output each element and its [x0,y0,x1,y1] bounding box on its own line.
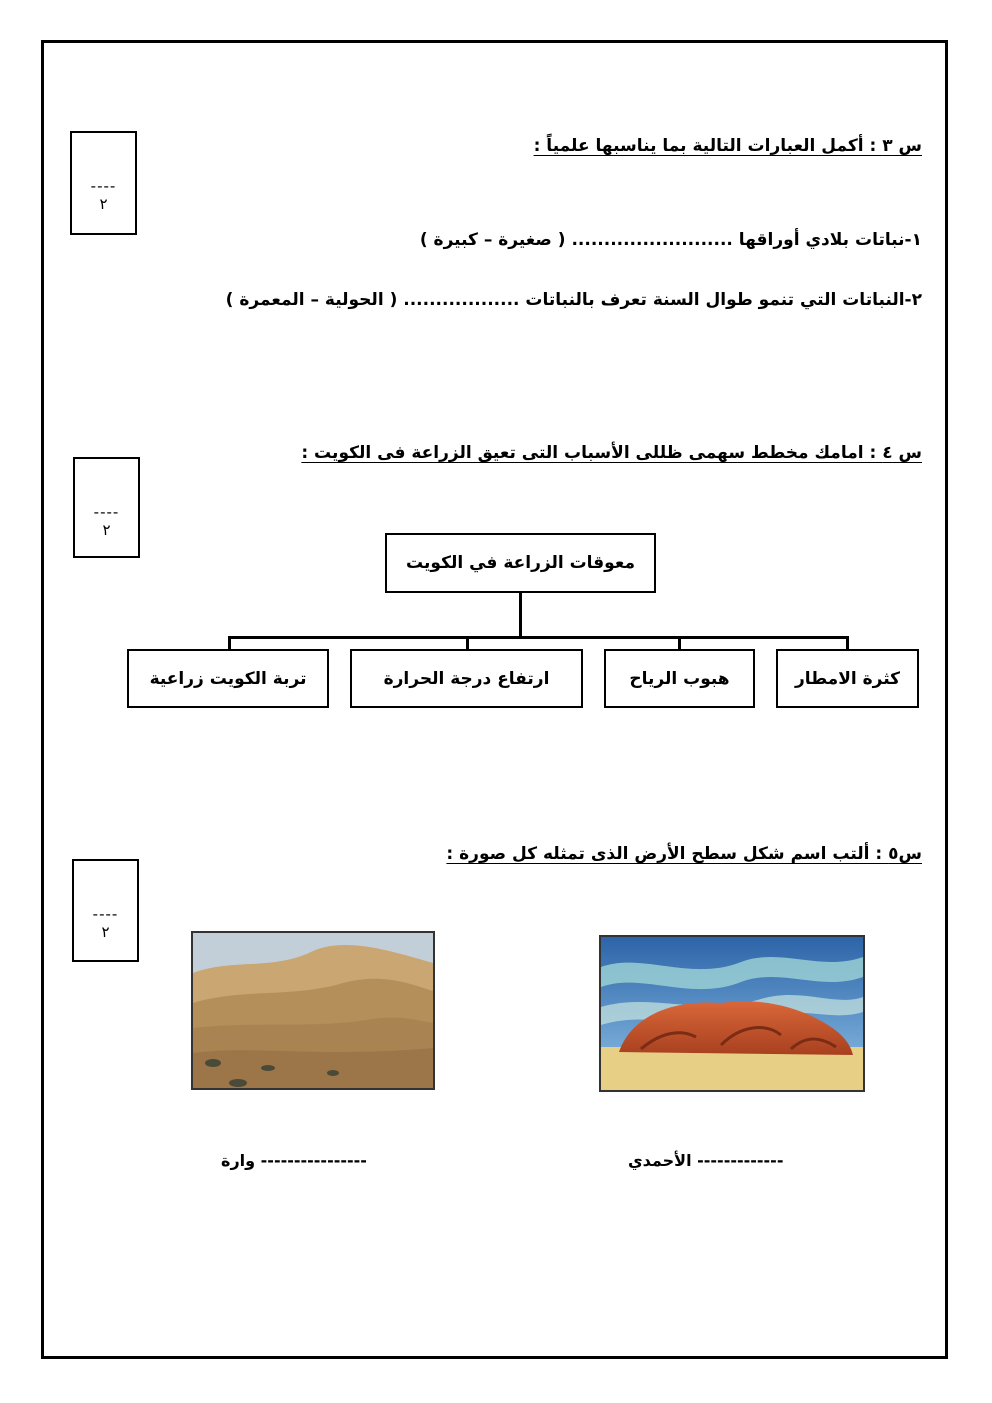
diagram-drop [678,636,681,650]
diagram-drop [846,636,849,650]
q5-score-value: ٢ [101,923,110,941]
hills-illustration [193,933,433,1088]
answer-hills[interactable]: ---------------- وارة [221,1151,367,1170]
diagram-child-label: تربة الكويت زراعية [149,668,307,689]
diagram-child-label: هبوب الرياح [629,668,730,689]
q4-title: س ٤ : امامك مخطط سهمى ظللى الأسباب التى تعيق الزراعة فى الكويت : [301,443,922,463]
q4-score-blank: ---- [93,503,120,521]
q3-score-box [70,131,137,235]
q5-score-blank: ---- [92,905,119,923]
diagram-root-label: معوقات الزراعة في الكويت [406,553,635,573]
diagram-child-box[interactable] [776,649,919,708]
hills-landform-image [191,931,435,1090]
q5-title: س٥ : ألتب اسم شكل سطح الأرض الذى تمثله كل صورة : [446,844,922,864]
q4-score-value: ٢ [102,521,111,539]
rock-landform-image [599,935,865,1092]
diagram-child-label: كثرة الامطار [794,668,901,689]
diagram-root-box [385,533,656,593]
q5-score-box [72,859,139,962]
diagram-bar [228,636,849,639]
q3-score-blank: ---- [90,177,117,195]
diagram-child-box[interactable] [604,649,755,708]
q3-score-value: ٢ [99,195,108,213]
diagram-child-label: ارتفاع درجة الحرارة [383,668,550,689]
q4-score-box [73,457,140,558]
q3-item-2: ٢-النباتات التي تنمو طوال السنة تعرف بالنباتات .................. ( الحولية – المعمرة ) [225,290,922,310]
diagram-drop [228,636,231,650]
answer-rock[interactable]: ------------- الأحمدي [628,1151,784,1170]
q3-title: س ٣ : أكمل العبارات التالية بما يناسبها علمياً : [533,136,922,156]
rock-illustration [601,937,863,1090]
diagram-child-box[interactable] [127,649,329,708]
diagram-drop [466,636,469,650]
diagram-child-box[interactable] [350,649,583,708]
q3-item-1: ١-نباتات بلادي أوراقها ......................... ( صغيرة – كبيرة ) [419,230,922,250]
diagram-stem [519,593,522,638]
